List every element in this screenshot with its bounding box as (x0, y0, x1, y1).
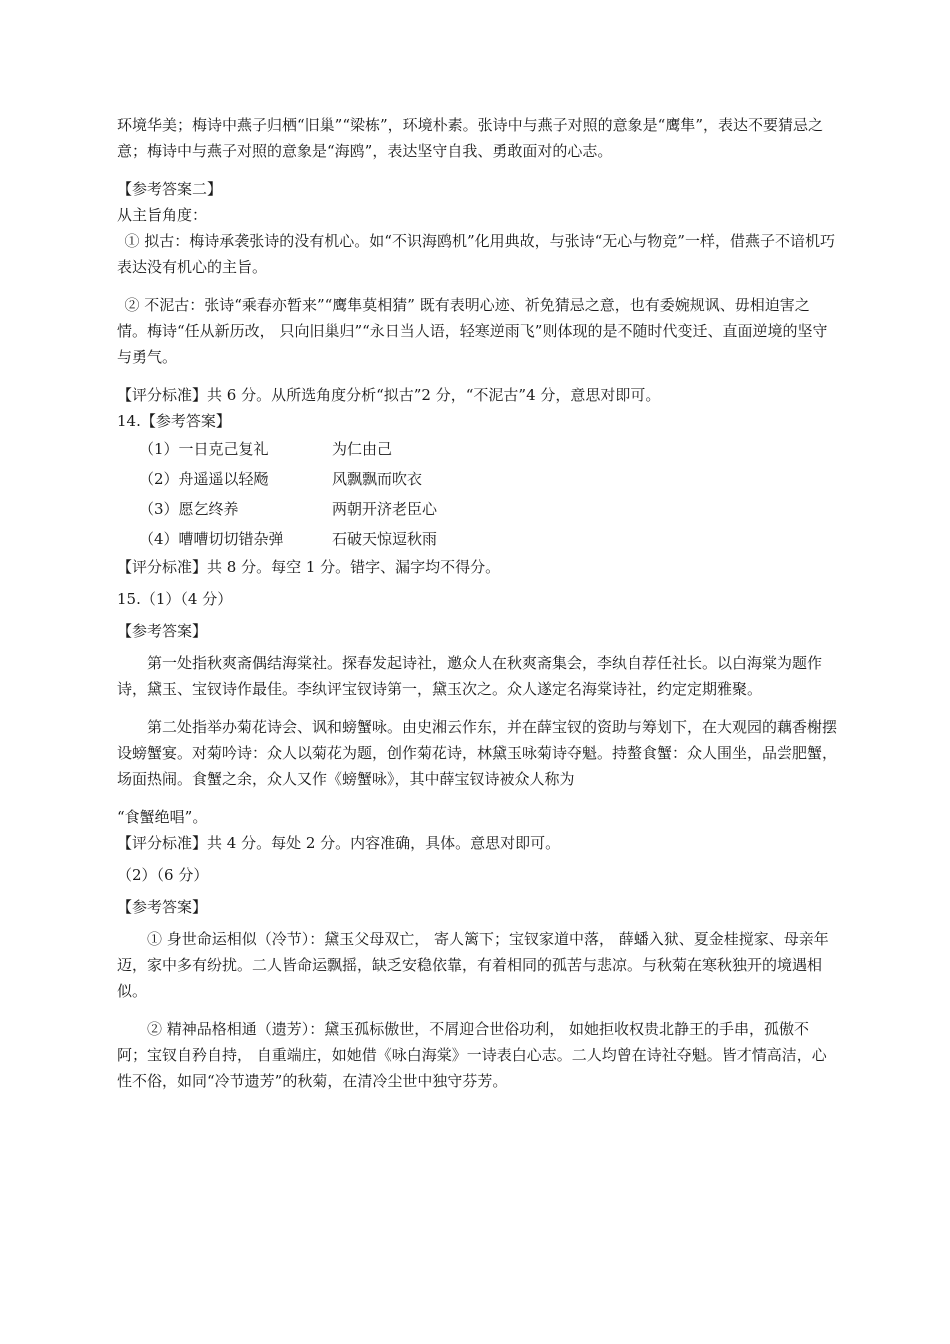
paragraph-second-occasion-tail: “食蟹绝唱”。 (117, 808, 208, 826)
q14-answer-table (117, 434, 839, 554)
heading-q15-part2: （2）（6 分） (117, 866, 209, 884)
paragraph-imitate-ancient: ① 拟古：梅诗承袭张诗的没有机心。如“不识海鸥机”化用典故，与张诗“无心与物竞”一样，借燕子不谙机巧表达没有机心的主旨。 (117, 232, 835, 276)
paragraph-not-bound-by-ancient: ② 不泥古：张诗“乘春亦暂来”“鹰隼莫相猜” 既有表明心迹、祈免猜忌之意，也有委婉规讽、毋相迫害之情。梅诗“任从新历改， 只向旧巢归”“永日当人语，轻寒逆雨飞”则体现的是不随时代变迁、直面逆境的坚守与勇气。 (117, 296, 828, 366)
heading-q15-part1-reference-answer: 【参考答案】 (117, 622, 208, 640)
paragraph-similar-fate: ① 身世命运相似（冷节）：黛玉父母双亡， 寄人篱下；宝钗家道中落， 薛蟠入狱、夏金桂搅家、母亲年迈，家中多有纷扰。二人皆命运飘摇，缺乏安稳依靠，有着相同的孤苦与悲凉。与秋菊在寒秋独开的境遇相似。 (117, 930, 829, 1000)
scoring-standard-q13: 【评分标准】共 6 分。从所选角度分析“拟古”2 分，“不泥古”4 分，意思对即可。 (117, 386, 661, 404)
table-row: （4）嘈嘈切切错杂弹 石破天惊逗秋雨 (139, 530, 438, 548)
scoring-standard-q15-part1: 【评分标准】共 4 分。每处 2 分。内容准确，具体。意思对即可。 (117, 834, 561, 852)
table-row: （3）愿乞终养 两朝开济老臣心 (139, 500, 438, 518)
scoring-standard-q14: 【评分标准】共 8 分。每空 1 分。错字、漏字均不得分。 (117, 558, 501, 576)
paragraph-second-occasion: 第二处指举办菊花诗会、讽和螃蟹咏。由史湘云作东，并在薛宝钗的资助与筹划下，在大观园的藕香榭摆设螃蟹宴。对菊吟诗：众人以菊花为题，创作菊花诗，林黛玉咏菊诗夺魁。持螯食蟹：众人围坐，品尝肥蟹，场面热闹。食蟹之余，众人又作《螃蟹咏》，其中薛宝钗诗被众人称为 (117, 718, 838, 788)
heading-reference-answer-two: 【参考答案二】 (117, 180, 223, 198)
label-theme-angle: 从主旨角度： (117, 206, 208, 224)
paragraph-first-occasion: 第一处指秋爽斋偶结海棠社。探春发起诗社，邀众人在秋爽斋集会，李纨自荐任社长。以白海棠为题作诗，黛玉、宝钗诗作最佳。李纨评宝钗诗第一，黛玉次之。众人遂定名海棠诗社，约定定期雅聚。 (117, 654, 823, 698)
heading-q15-part1: 15.（1）（4 分） (117, 590, 233, 608)
document-page (117, 112, 839, 1094)
table-row: （2）舟遥遥以轻飏 风飘飘而吹衣 (139, 470, 423, 488)
paragraph-shared-character: ② 精神品格相通（遗芳）：黛玉孤标傲世，不屑迎合世俗功利， 如她拒收权贵北静王的手串，孤傲不阿；宝钗自矜自持， 自重端庄，如她借《咏白海棠》一诗表白心志。二人均曾在诗社夺魁。皆才情高洁，心性不俗，如同“冷节遗芳”的秋菊，在清冷尘世中独守芬芳。 (117, 1020, 827, 1090)
heading-q14-reference-answer: 14.【参考答案】 (117, 412, 231, 430)
paragraph-q13-answer-one-tail: 环境华美；梅诗中燕子归栖“旧巢”“梁栋”，环境朴素。张诗中与燕子对照的意象是“鹰隼”，表达不要猜忌之意；梅诗中与燕子对照的意象是“海鸥”，表达坚守自我、勇敢面对的心志。 (117, 116, 824, 160)
table-row: （1）一日克己复礼 为仁由己 (139, 440, 393, 458)
heading-q15-part2-reference-answer: 【参考答案】 (117, 898, 208, 916)
